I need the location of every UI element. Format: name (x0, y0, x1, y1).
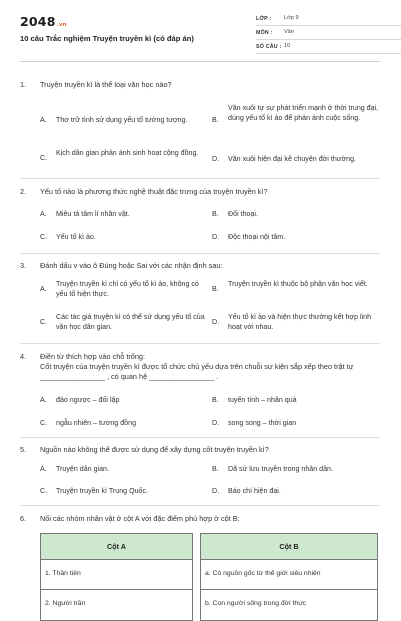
option-text: ngẫu nhiên – tương đồng (56, 419, 137, 427)
question-number: 5. (20, 445, 27, 454)
document-header (20, 0, 380, 62)
question-text (20, 187, 380, 197)
question-text (20, 261, 380, 271)
question-6 (20, 514, 380, 524)
column-a-header: Cột A (41, 534, 192, 560)
question-number: 4. (20, 352, 27, 361)
option-letter: B. (212, 285, 219, 293)
question-text (20, 80, 380, 90)
option-text: Truyện dân gian. (56, 465, 109, 473)
option-letter: B. (212, 465, 219, 473)
option-1c[interactable] (40, 149, 205, 162)
option-5c[interactable] (40, 487, 205, 497)
question-stem: Điền từ thích hợp vào chỗ trống: (40, 352, 145, 361)
option-2c[interactable] (40, 233, 205, 243)
column-a-cell[interactable]: 2. Người trần (45, 600, 86, 607)
option-letter: A. (40, 116, 47, 124)
option-4b[interactable] (212, 396, 380, 406)
option-text: Yếu tố kì ảo và hiện thực thường kết hợp linh hoạt với nhau. (228, 313, 372, 331)
option-5d[interactable] (212, 487, 380, 497)
logo-suffix: .vn (56, 22, 67, 28)
column-b-cell[interactable]: a. Có nguồn gốc từ thế giới siêu nhiên (201, 560, 377, 590)
meta-value: Lớp 9 (284, 15, 299, 22)
option-text: Văn xuôi tự sự phát triển mạnh ở thời trung đại, dùng yếu tố kì ảo để phản ánh cuộc sống. (228, 104, 379, 122)
option-2a[interactable] (40, 210, 205, 220)
option-text: Các tác giả truyện kì có thể sử dụng yếu tố của văn học dân gian. (56, 313, 205, 331)
question-stem: Nối các nhóm nhân vật ở cột A với đặc điểm phù hợp ở cột B: (40, 514, 240, 523)
meta-value: Văn (284, 29, 294, 36)
option-5b[interactable] (212, 465, 380, 475)
option-letter: B. (212, 116, 219, 124)
meta-key: MÔN : (256, 29, 273, 36)
option-letter: C. (40, 233, 48, 241)
option-text: Đối thoại. (228, 210, 258, 218)
option-text: Truyện truyền kì thuộc bộ phận văn học viết. (228, 280, 368, 288)
option-letter: D. (212, 487, 220, 495)
option-text: Truyện truyền kì chỉ có yếu tố kì ảo, không có yếu tố hiện thực. (56, 280, 199, 298)
option-text: song song – thời gian (228, 419, 297, 427)
matching-column-b (200, 533, 378, 621)
option-1d[interactable] (212, 155, 380, 165)
option-text: Báo chí hiện đại. (228, 487, 281, 495)
option-letter: B. (212, 396, 219, 404)
divider (20, 505, 380, 506)
column-b-cell[interactable]: b. Con người sống trong đời thực (205, 600, 307, 607)
option-letter: C. (40, 154, 48, 162)
option-3d[interactable] (212, 313, 380, 332)
option-letter: B. (212, 210, 219, 218)
option-text: Truyện truyền kì Trung Quốc. (56, 487, 148, 495)
question-stem: Yếu tố nào là phương thức nghệ thuật đặc trưng của truyện truyền kì? (40, 187, 268, 196)
question-number: 3. (20, 261, 27, 270)
meta-info (256, 12, 401, 54)
option-letter: D. (212, 233, 220, 241)
question-stem: Đánh dấu v vào ô Đúng hoặc Sai với các nhận định sau: (40, 261, 223, 270)
option-text: Kịch dân gian phản ánh sinh hoạt cộng đồng. (56, 149, 199, 157)
option-2d[interactable] (212, 233, 380, 243)
column-a-cell[interactable]: 1. Thần tiên (41, 560, 192, 590)
meta-key: SỐ CÂU : (256, 43, 282, 50)
divider (20, 437, 380, 438)
question-2 (20, 187, 380, 197)
option-1a[interactable] (40, 116, 205, 126)
option-letter: C. (40, 419, 48, 427)
question-3 (20, 261, 380, 271)
logo-text: 2048 (20, 14, 56, 29)
option-letter: D. (212, 419, 220, 427)
option-text: Dã sử lưu truyền trong nhân dân. (228, 465, 333, 473)
meta-value: 10 (284, 43, 291, 50)
fill-in-sentence: Cốt truyện của truyện truyền kì được tổ chức chủ yếu dựa trên chuỗi sự kiện sắp xếp theo trật tự ________________ , có quan hệ ________________ . (40, 361, 354, 381)
option-4d[interactable] (212, 419, 380, 429)
question-number: 1. (20, 80, 27, 89)
divider (20, 178, 380, 179)
question-text (20, 514, 380, 524)
option-text: Thơ trữ tình sử dụng yếu tố tưởng tượng. (56, 116, 188, 124)
option-4a[interactable] (40, 396, 205, 406)
meta-row-class (256, 12, 401, 26)
option-text: tuyến tính – nhân quả (228, 396, 297, 404)
question-number: 6. (20, 514, 27, 523)
option-letter: C. (40, 487, 48, 495)
question-stem: Nguồn nào không thể được sử dụng để xây dựng cốt truyện truyền kì? (40, 445, 269, 454)
question-4 (20, 352, 380, 382)
option-letter: A. (40, 396, 47, 404)
option-text: Miêu tả tâm lí nhân vật. (56, 210, 130, 218)
meta-row-count (256, 40, 401, 54)
matching-column-a (40, 533, 193, 621)
question-stem: Truyện truyền kì là thể loại văn học nào? (40, 80, 172, 89)
option-3a[interactable] (40, 280, 205, 299)
option-4c[interactable] (40, 419, 205, 429)
column-b-header: Cột B (201, 534, 377, 560)
divider (20, 343, 380, 344)
question-subtext (20, 362, 380, 382)
divider (20, 253, 380, 254)
document-title: 10 câu Trắc nghiệm Truyện truyền kì (có đáp án) (20, 34, 194, 43)
question-number: 2. (20, 187, 27, 196)
option-letter: A. (40, 465, 47, 473)
question-text (20, 352, 380, 362)
option-letter: A. (40, 285, 47, 293)
option-letter: D. (212, 318, 220, 326)
question-text (20, 445, 380, 455)
option-3c[interactable] (40, 313, 205, 332)
meta-row-subject (256, 26, 401, 40)
option-text: đảo ngược – đối lập (56, 396, 120, 404)
question-1 (20, 80, 380, 90)
site-logo[interactable] (20, 14, 67, 31)
option-text: Văn xuôi hiện đại kể chuyện đời thường. (228, 155, 357, 163)
option-letter: C. (40, 318, 48, 326)
option-3b[interactable] (212, 280, 380, 293)
option-5a[interactable] (40, 465, 205, 475)
option-1b[interactable] (212, 104, 380, 123)
option-2b[interactable] (212, 210, 380, 220)
option-letter: D. (212, 155, 220, 163)
option-text: Yếu tố kì ảo. (56, 233, 96, 241)
question-5 (20, 445, 380, 455)
option-text: Độc thoại nội tâm. (228, 233, 286, 241)
meta-key: LỚP : (256, 15, 272, 22)
option-letter: A. (40, 210, 47, 218)
